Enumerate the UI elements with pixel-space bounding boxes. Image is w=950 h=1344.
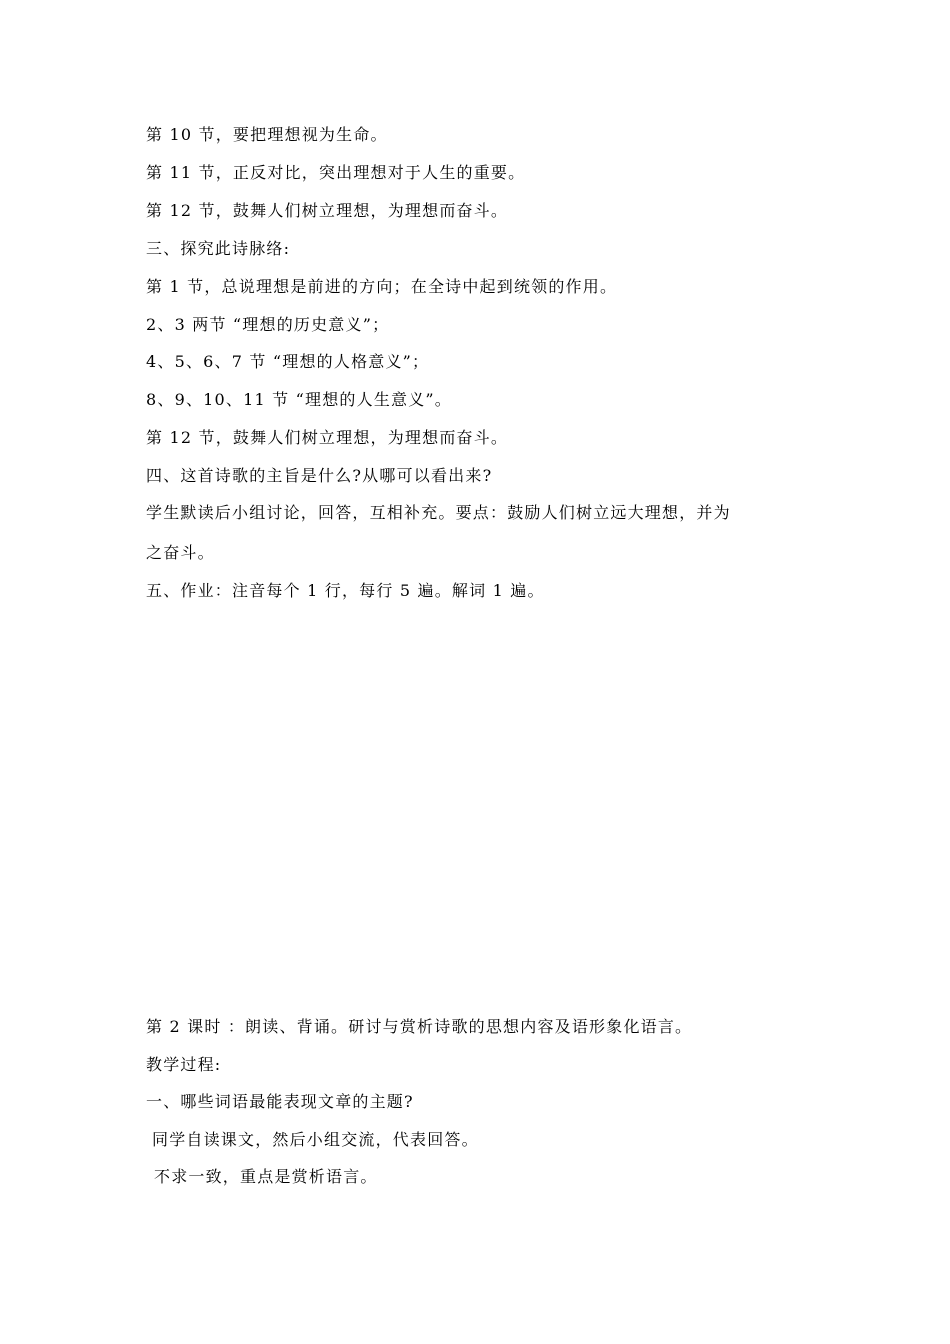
- text-line-structure-4: 8、9、10、11 节 “理想的人生意义”。: [146, 390, 453, 409]
- text-line-structure-3: 4、5、6、7 节 “理想的人格意义”；: [146, 352, 430, 371]
- text-line-section-12: 第 12 节，鼓舞人们树立理想，为理想而奋斗。: [146, 201, 509, 220]
- heading-structure: 三、探究此诗脉络:: [146, 239, 291, 258]
- heading-teaching-process: 教学过程:: [146, 1055, 222, 1074]
- text-line-structure-1: 第 1 节，总说理想是前进的方向；在全诗中起到统领的作用。: [146, 277, 618, 296]
- text-line-focus: 不求一致，重点是赏析语言。: [154, 1167, 378, 1186]
- heading-lesson-2: 第 2 课时 ：朗读、背诵。研讨与赏析诗歌的思想内容及语形象化语言。: [146, 1017, 693, 1036]
- text-line-self-read: 同学自读课文，然后小组交流，代表回答。: [152, 1130, 479, 1149]
- text-line-structure-2: 2、3 两节 “理想的历史意义”；: [146, 315, 390, 334]
- heading-homework: 五、作业：注音每个 1 行，每行 5 遍。解词 1 遍。: [146, 581, 545, 600]
- text-line-theme-answer: 学生默读后小组讨论，回答，互相补充。要点：鼓励人们树立远大理想，并为: [146, 503, 731, 522]
- heading-theme: 四、这首诗歌的主旨是什么?从哪可以看出来?: [146, 466, 493, 485]
- text-line-section-11: 第 11 节，正反对比，突出理想对于人生的重要。: [146, 163, 526, 182]
- text-line-theme-answer-cont: 之奋斗。: [146, 543, 215, 562]
- text-line-section-10: 第 10 节，要把理想视为生命。: [146, 125, 388, 144]
- heading-question-1: 一、哪些词语最能表现文章的主题?: [146, 1092, 414, 1111]
- text-line-structure-5: 第 12 节，鼓舞人们树立理想，为理想而奋斗。: [146, 428, 509, 447]
